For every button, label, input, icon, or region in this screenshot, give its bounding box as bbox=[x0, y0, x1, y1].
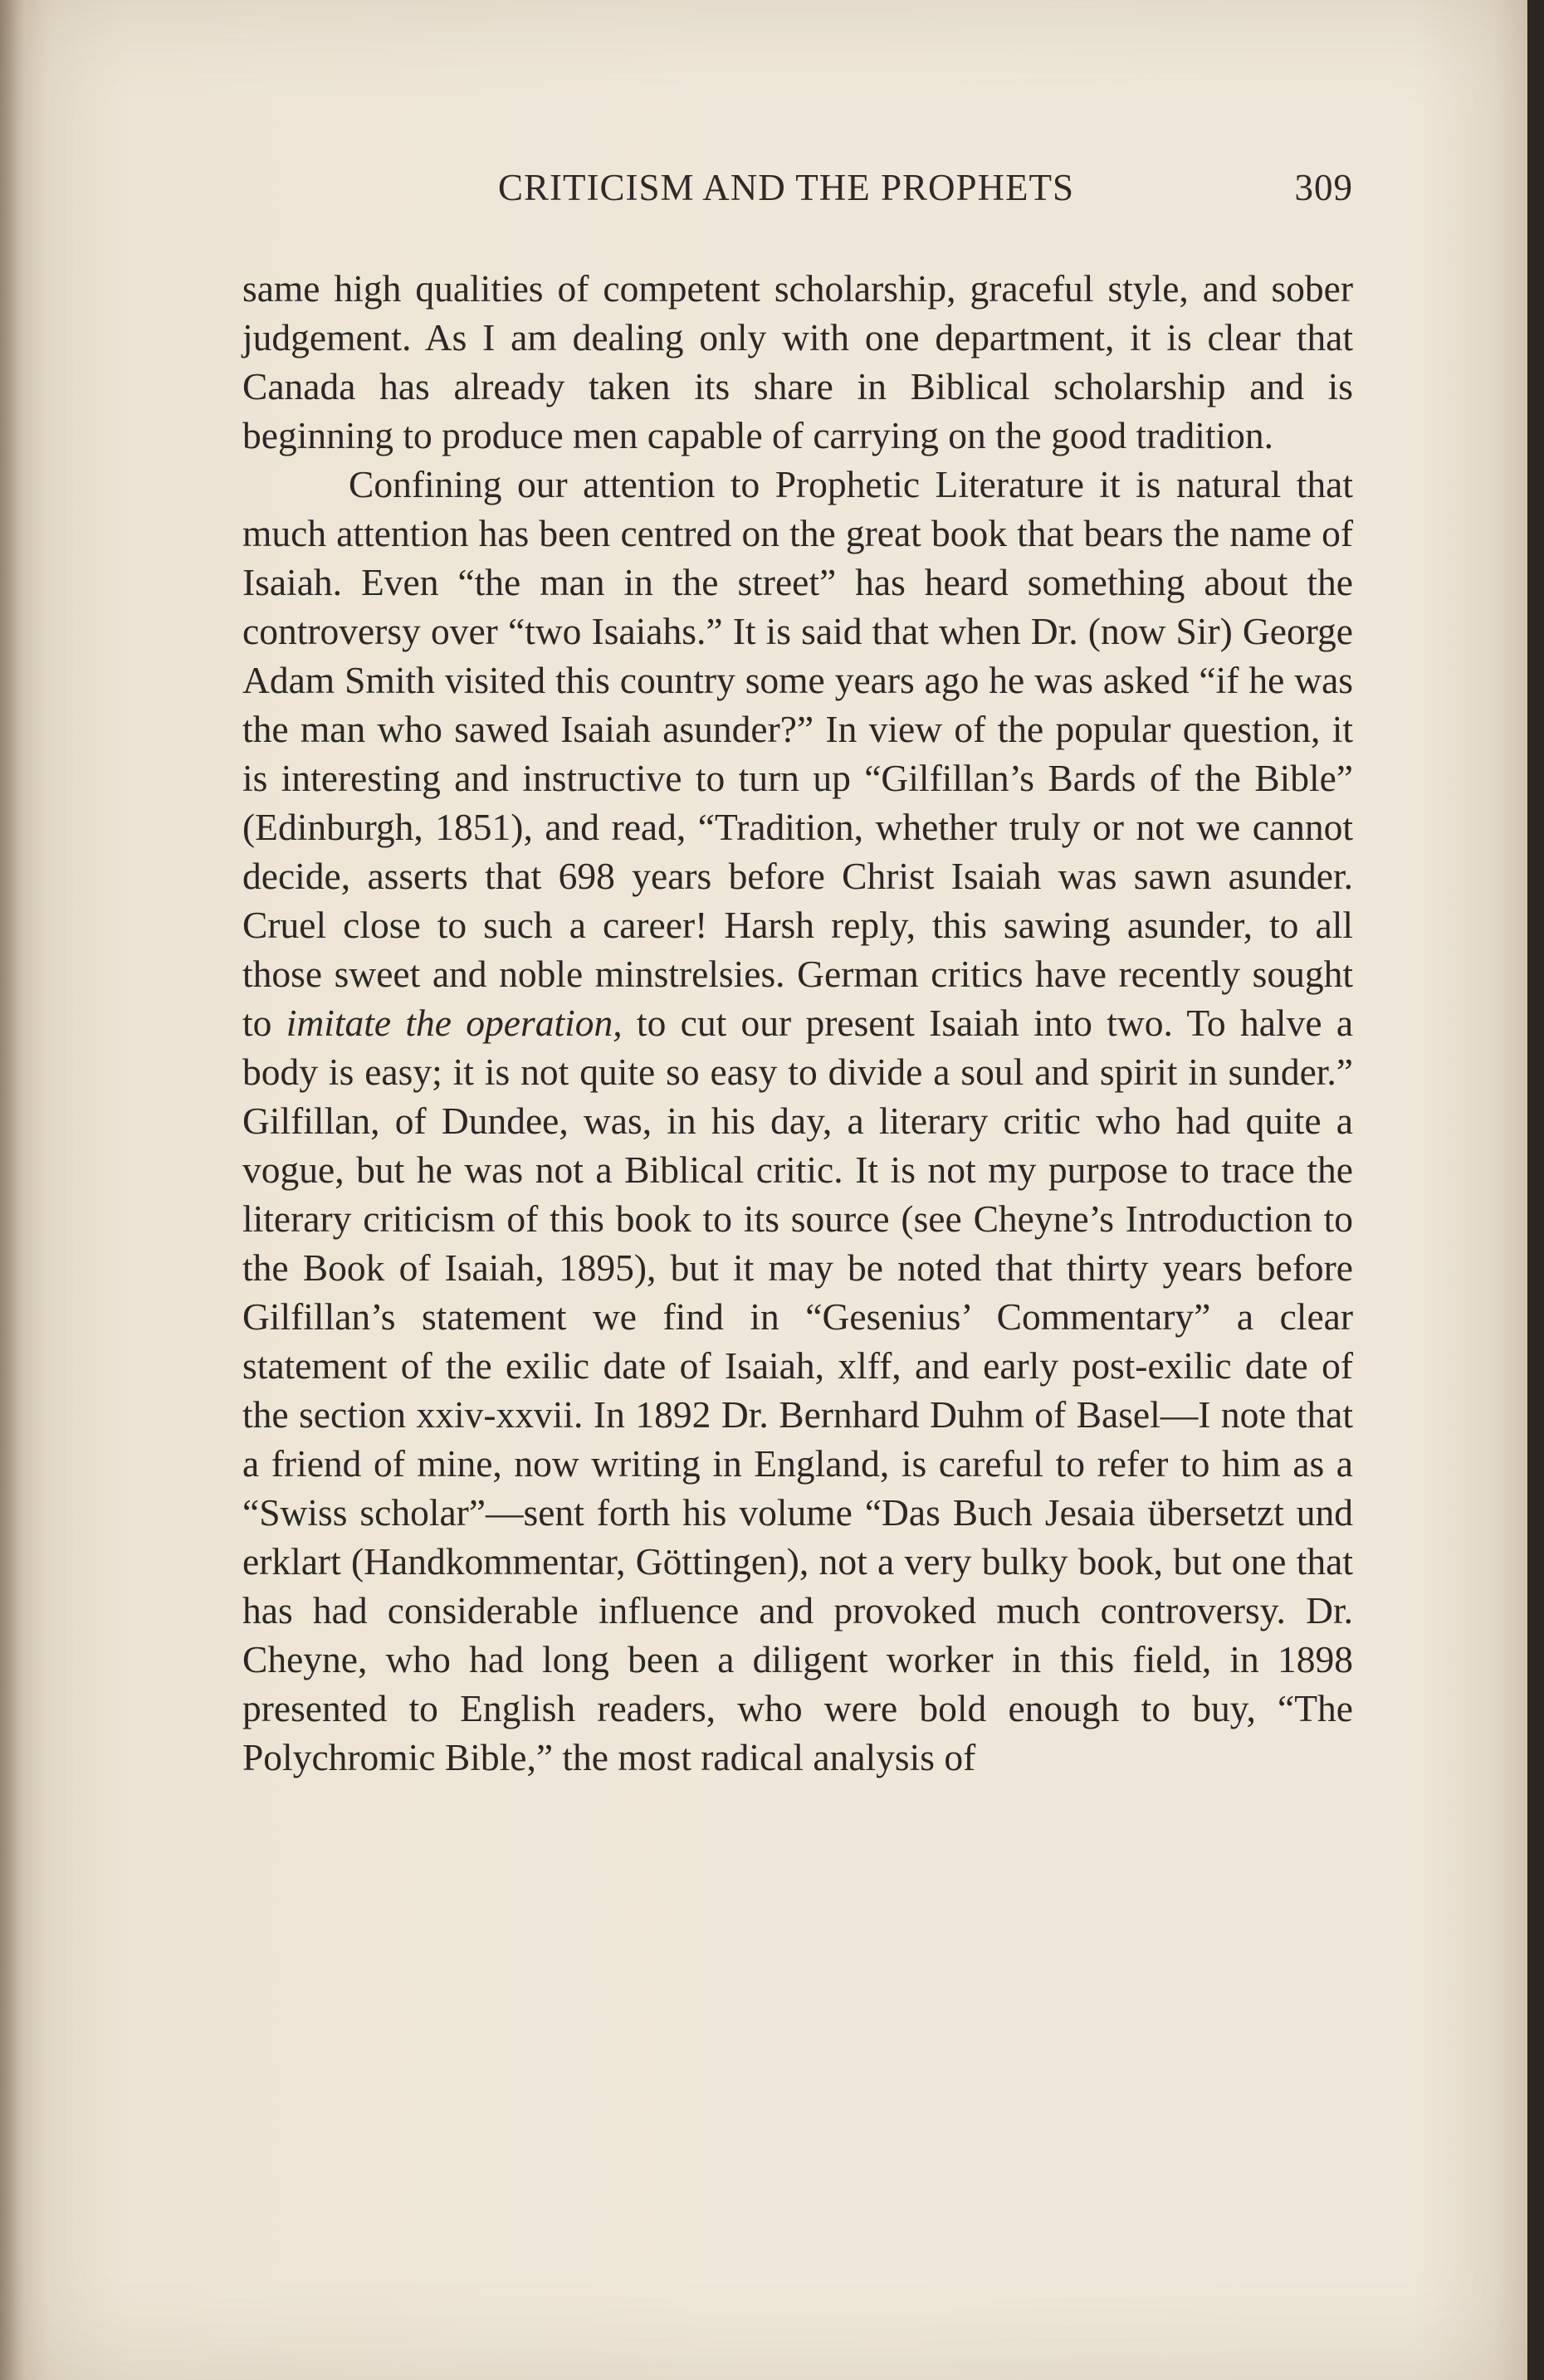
paragraph-2-text-before: Confining our attention to Prophetic Literature it is natural that much attention has been centred on the great book that bears the name of Isaiah. Even “the man in the street” has heard something about the controversy over “two Isaiahs.” It is said that when Dr. (now Sir) George Adam Smith visited this country some years ago he was asked “if he was the man who sawed Isaiah asunder?” In view of the popular question, it is interesting and instructive to turn up “Gilfillan’s Bards of the Bible” (Edinburgh, 1851), and read, “Tradition, whether truly or not we cannot decide, asserts that 698 years before Christ Isaiah was sawn asunder. Cruel close to such a career! Harsh reply, this sawing asunder, to all those sweet and noble minstrelsies. German critics have recently sought to bbox=[242, 463, 1353, 1044]
page-header bbox=[249, 166, 1353, 224]
paragraph-2 bbox=[242, 460, 1353, 1782]
paragraph-2-italic-phrase: imitate the operation, bbox=[286, 1002, 623, 1044]
running-title: CRITICISM AND THE PROPHETS bbox=[498, 167, 1075, 208]
body-text bbox=[242, 264, 1353, 1782]
paragraph-1: same high qualities of competent scholarship, graceful style, and sober judgement. As I am dealing only with one department, it is clear that Canada has already taken its share in Biblical scholarship and is beginning to produce men capable of carrying on the good tradition. bbox=[242, 267, 1353, 456]
binding-shadow bbox=[0, 0, 25, 2380]
page-number: 309 bbox=[1294, 167, 1353, 208]
paragraph-2-text-after: to cut our present Isaiah into two. To halve a body is easy; it is not quite so easy to divide a soul and spirit in sunder.” Gilfillan, of Dundee, was, in his day, a literary critic who had quite a vogue, but he was not a Biblical critic. It is not my purpose to trace the literary criticism of this book to its source (see Cheyne’s Introduction to the Book of Isaiah, 1895), but it may be noted that thirty years before Gilfillan’s statement we find in “Gesenius’ Commentary” a clear statement of the exilic date of Isaiah, xlff, and early post-exilic date of the section xxiv-xxvii. In 1892 Dr. Bernhard Duhm of Basel—I note that a friend of mine, now writing in England, is careful to refer to him as a “Swiss scholar”—sent forth his volume “Das Buch Jesaia übersetzt und erklart (Handkommentar, Göttingen), not a very bulky book, but one that has had considerable influence and provoked much controversy. Dr. Cheyne, who had long been a diligent worker in this field, in 1898 presented to English readers, who were bold enough to buy, “The Polychromic Bible,” the most radical analysis of bbox=[242, 1002, 1354, 1778]
